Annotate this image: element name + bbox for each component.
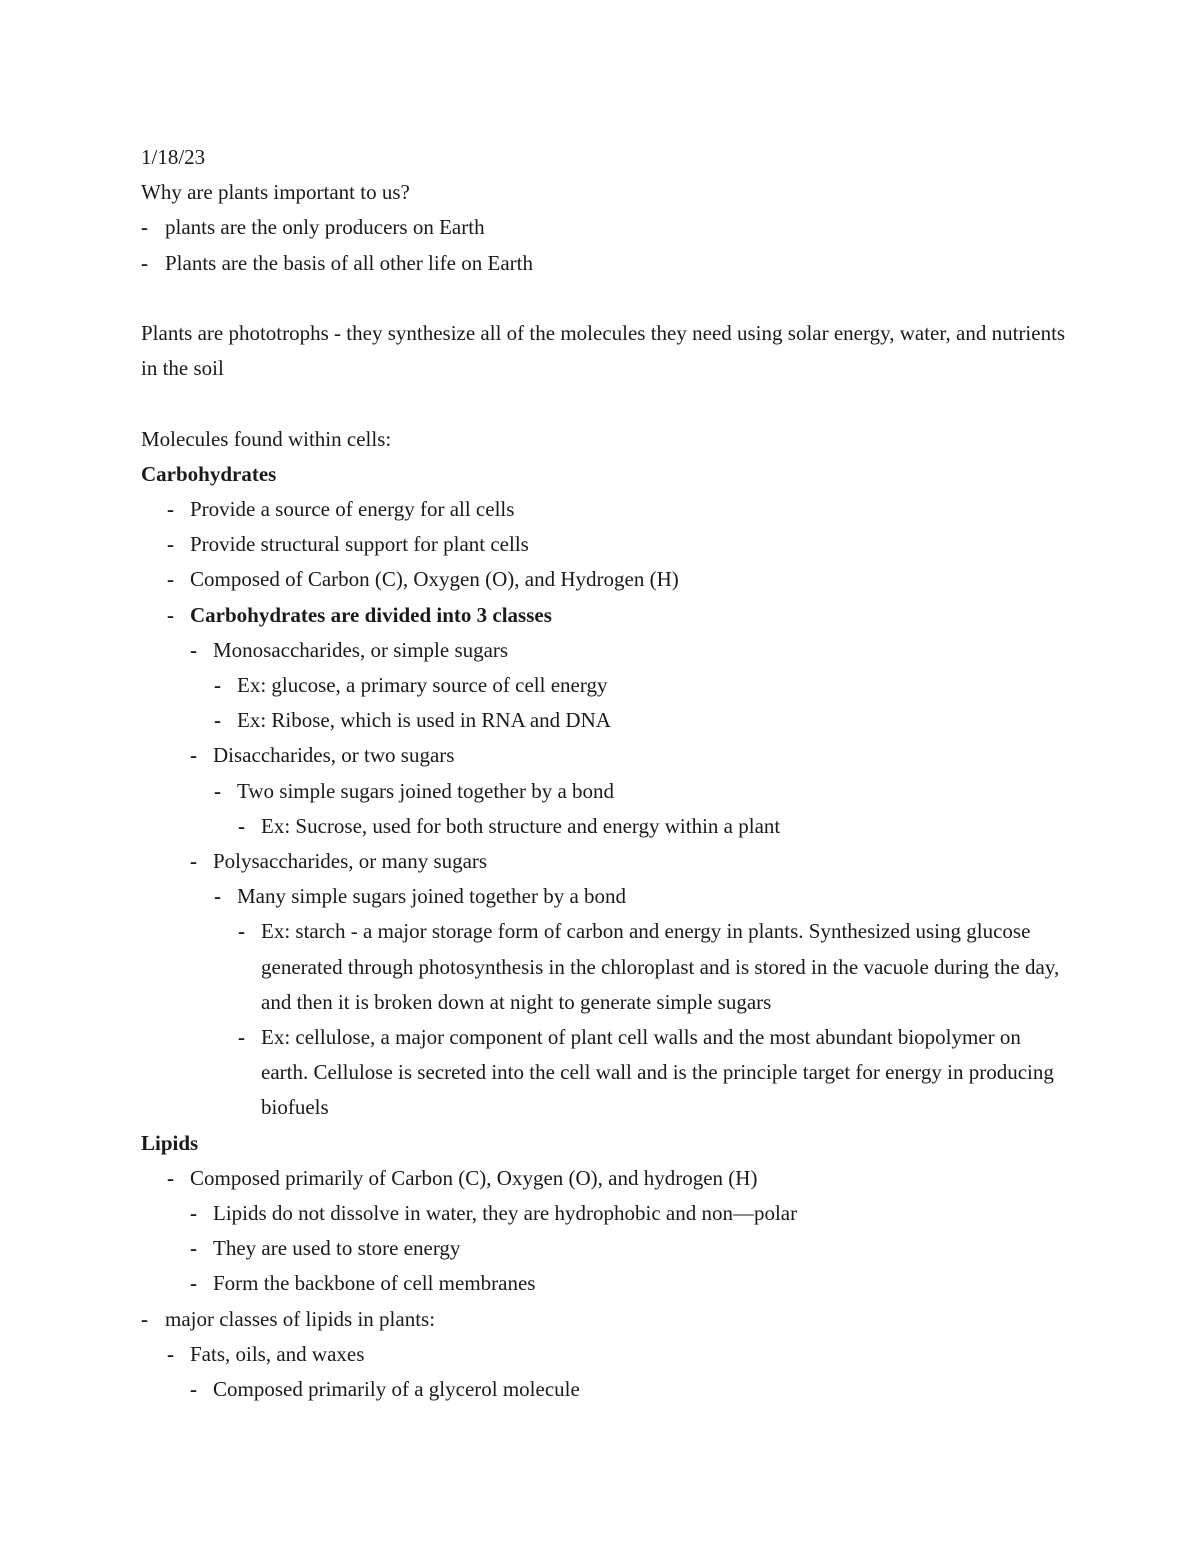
dash-bullet: - [190,637,197,662]
dash-bullet: - [141,215,148,240]
list-item: - Composed of Carbon (C), Oxygen (O), and Hydrogen (H) [141,562,1071,597]
list-item: - Disaccharides, or two sugars [141,738,1071,773]
list-item: - Plants are the basis of all other life on Earth [141,246,1071,281]
spacer [141,281,1071,316]
list-item: - They are used to store energy [141,1231,1071,1266]
lipid-classes-list [141,1302,1071,1337]
polysaccharide-detail [141,879,1071,914]
spacer [141,386,1071,421]
dash-bullet: - [141,1306,148,1331]
dash-bullet: - [190,1271,197,1296]
lipids-composition-list [141,1161,1071,1196]
dash-bullet: - [190,849,197,874]
monosaccharides-list [141,633,1071,668]
molecules-intro: Molecules found within cells: [141,426,392,451]
dash-bullet: - [214,673,221,698]
carbohydrates-list [141,492,1071,633]
dash-bullet: - [238,1025,245,1050]
carbohydrates-heading: Carbohydrates [141,461,277,486]
list-item: - major classes of lipids in plants: [141,1302,1071,1337]
list-item: - Lipids do not dissolve in water, they are hydrophobic and non—polar [141,1196,1071,1231]
list-item: - Composed primarily of Carbon (C), Oxygen (O), and hydrogen (H) [141,1161,1071,1196]
list-item: - Ex: glucose, a primary source of cell energy [141,668,1071,703]
dash-bullet: - [190,743,197,768]
dash-bullet: - [167,532,174,557]
lipids-properties-list [141,1196,1071,1302]
list-item: - Two simple sugars joined together by a bond [141,774,1071,809]
dash-bullet: - [167,497,174,521]
lipids-heading: Lipids [141,1130,199,1155]
dash-bullet: - [141,250,148,275]
dash-bullet: - [190,1236,197,1261]
list-item: - Form the backbone of cell membranes [141,1266,1071,1301]
dash-bullet: - [190,1201,197,1226]
disaccharides-list [141,738,1071,773]
dash-bullet: - [190,1377,197,1402]
list-item: - Monosaccharides, or simple sugars [141,633,1071,668]
dash-bullet: - [214,778,221,803]
list-item: - Many simple sugars joined together by a bond [141,879,1071,914]
list-item [141,598,1071,633]
dash-bullet: - [167,1341,174,1366]
list-item: - plants are the only producers on Earth [141,210,1071,245]
note-date: 1/18/23 [141,145,206,169]
intro-question: Why are plants important to us? [141,180,410,205]
phototrophs-paragraph: Plants are phototrophs - they synthesize all of the molecules they need using solar energy, water, and nutrients in the soil [141,321,1066,381]
monosaccharide-examples [141,668,1071,738]
carbohydrate-classes-heading: Carbohydrates are divided into 3 classes [190,602,552,627]
dash-bullet: - [214,708,221,733]
disaccharide-detail [141,774,1071,809]
dash-bullet: - [167,567,174,592]
notes-body [141,140,1071,1407]
list-item: - Ex: starch - a major storage form of carbon and energy in plants. Synthesized using glucose generated through photosynthesis in the chloroplast and is stored in the vacuole during the day, and then it is broken down at night to generate simple sugars [141,914,1071,1020]
list-item: - Ex: Ribose, which is used in RNA and DNA [141,703,1071,738]
dash-bullet: - [167,1165,174,1190]
fats-list [141,1337,1071,1372]
list-item: - Polysaccharides, or many sugars [141,844,1071,879]
list-item: - Ex: cellulose, a major component of plant cell walls and the most abundant biopolymer on earth. Cellulose is secreted into the cell wall and is the principle target for energy in producing biofuels [141,1020,1071,1126]
list-item: - Provide structural support for plant cells [141,527,1071,562]
list-item: - Composed primarily of a glycerol molecule [141,1372,1071,1407]
dash-bullet: - [167,602,174,627]
intro-list [141,210,1071,280]
list-item: - Ex: Sucrose, used for both structure and energy within a plant [141,809,1071,844]
dash-bullet: - [238,813,245,838]
disaccharide-example [141,809,1071,844]
dash-bullet: - [214,884,221,909]
polysaccharides-list [141,844,1071,879]
fats-detail-list [141,1372,1071,1407]
list-item: - Provide a source of energy for all cells [141,492,1071,527]
list-item: - Fats, oils, and waxes [141,1337,1071,1372]
polysaccharide-examples [141,914,1071,1125]
dash-bullet: - [238,919,245,944]
